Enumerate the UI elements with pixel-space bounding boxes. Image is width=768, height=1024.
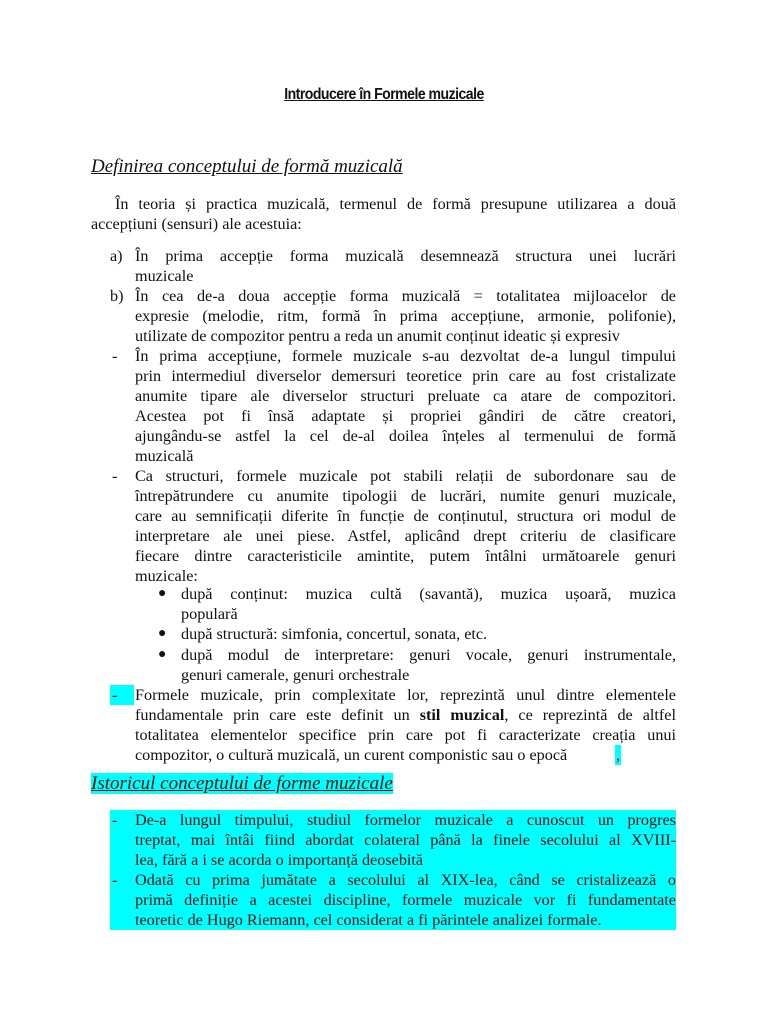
list-marker-dash: -: [112, 686, 118, 704]
list-item-d-line: fiecare dintre caracteristicile amintite, putem întâlni următoarele genuri: [135, 547, 676, 565]
history-item-1-line: De-a lungul timpului, studiul formelor muzicale a cunoscut un progres: [135, 811, 676, 829]
list-marker-a: a): [110, 247, 123, 265]
list-item-c-line: anumite tipare ale diverselor structuri preluate ca atare de compozitori.: [135, 387, 676, 405]
history-item-1-line: treptat, mai întâi fiind abordat colateral până la finele secolului al XVIII-: [135, 831, 676, 849]
history-item-2-line: primă definiție a acestei discipline, formele muzicale vor fi fundamentate: [135, 891, 676, 909]
list-item-c-line: ajungându-se astfel la cel de-al doilea înțeles al termenului de formă: [135, 427, 676, 445]
bullet-item-line: după conținut: muzica cultă (savantă), muzica ușoară, muzica: [181, 585, 676, 603]
list-marker-b: b): [110, 287, 124, 305]
history-item-1-line: lea, fără a i se acorda o importanță deosebită: [135, 851, 424, 869]
text-run: fundamentale prin care este definit un: [135, 706, 420, 724]
bullet-item-line: populară: [181, 605, 238, 623]
section-heading-text: Istoricul conceptului de forme muzicale: [91, 773, 393, 794]
intro-paragraph-2: [91, 214, 676, 234]
list-marker-dash: -: [112, 347, 118, 365]
list-item-e-line: [135, 705, 676, 725]
list-item-d-line: muzicale:: [135, 567, 198, 585]
bullet-item-line: după structură: simfonia, concertul, sonata, etc.: [181, 625, 488, 643]
list-item-a-line: În prima accepție forma muzicală desemnează structura unei lucrări: [135, 247, 676, 265]
history-item-2-line: teoretic de Hugo Riemann, cel considerat a fi părintele analizei formale.: [135, 911, 602, 929]
page-title: Introducere în Formele muzicale: [284, 86, 484, 103]
list-item-e-line: totalitatea elementelor specifice prin care pot fi caracterizate creația unui: [135, 726, 676, 744]
list-item-c-line: Acestea pot fi însă adaptate și propriei gândiri de către creatori,: [135, 407, 676, 425]
intro-line: În teoria și practica muzicală, termenul de formă presupune utilizarea a două: [115, 195, 676, 213]
bullet-dot: ●: [158, 626, 167, 641]
list-item-c-line: prin intermediul diverselor demersuri teoretice prin care au fost cristalizate: [135, 367, 676, 385]
bullet-dot: ●: [158, 586, 167, 601]
list-item-d-line: Ca structuri, formele muzicale pot stabili relații de subordonare sau de: [135, 467, 676, 485]
list-item-d-line: interpretare ale unei piese. Astfel, aplicând drept criteriu de clasificare: [135, 527, 676, 545]
list-item-e-line: Formele muzicale, prin complexitate lor, reprezintă unul dintre elementele: [135, 686, 676, 704]
bold-term: stil muzical: [419, 706, 505, 724]
list-item-d-line: care au semnificații diferite în funcție de conținutul, structura ori modul de: [135, 507, 676, 525]
trailing-comma: ,: [616, 746, 621, 764]
text-run: , ce reprezintă de altfel: [504, 706, 676, 724]
section-heading-history: [91, 773, 393, 795]
list-item-e-line: compozitor, o cultură muzicală, un curent componistic sau o epocă: [135, 746, 568, 764]
list-item-c-line: muzicală: [135, 447, 194, 465]
list-item-a-line: muzicale: [135, 267, 194, 285]
list-marker-dash: -: [112, 811, 118, 829]
list-marker-dash: -: [112, 467, 118, 485]
list-item-b-line: În cea de-a doua accepție forma muzicală = totalitatea mijloacelor de: [135, 287, 676, 305]
bullet-item-line: după modul de interpretare: genuri vocale, genuri instrumentale,: [181, 646, 676, 664]
intro-line: accepțiuni (sensuri) ale acestuia:: [91, 215, 302, 233]
list-item-b-line: utilizate de compozitor pentru a reda un anumit conținut ideatic și expresiv: [135, 327, 621, 345]
section-heading-definition: Definirea conceptului de formă muzicală: [91, 156, 403, 177]
bullet-item-line: genuri camerale, genuri orchestrale: [181, 666, 410, 684]
list-item-c-line: În prima accepțiune, formele muzicale s-au dezvoltat de-a lungul timpului: [135, 347, 676, 365]
history-item-2-line: Odată cu prima jumătate a secolului al XIX-lea, când se cristalizează o: [135, 871, 676, 889]
list-marker-dash: -: [112, 871, 118, 889]
bullet-dot: ●: [158, 647, 167, 662]
intro-paragraph: [91, 194, 676, 214]
list-item-b-line: expresie (melodie, ritm, formă în prima accepțiune, armonie, polifonie),: [135, 307, 676, 325]
list-item-d-line: întrepătrundere cu anumite tipologii de lucrări, numite genuri muzicale,: [135, 487, 676, 505]
